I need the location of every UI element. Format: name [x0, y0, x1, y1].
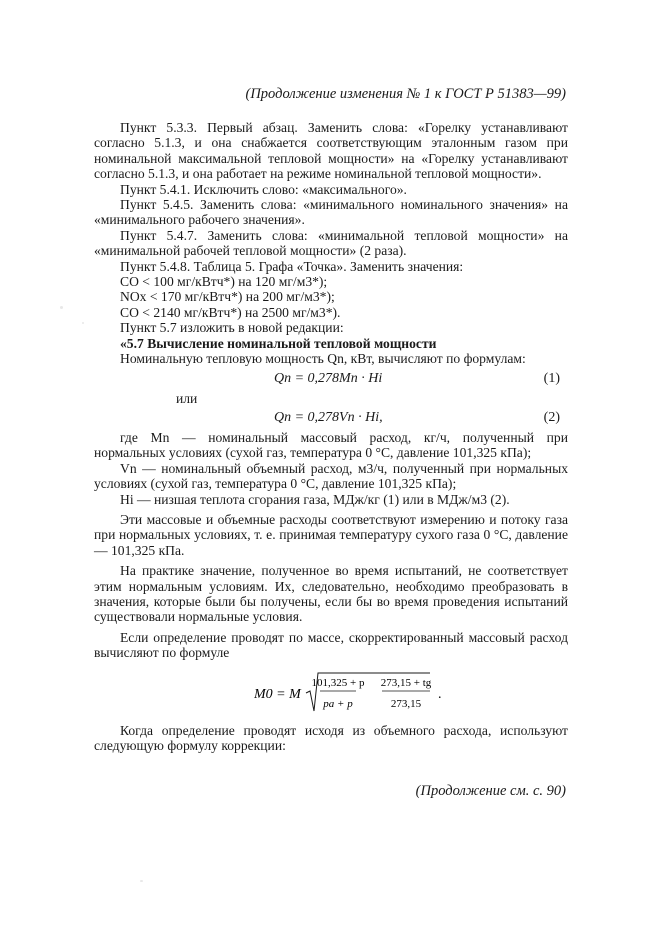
- value-nox-170: NOx < 170 мг/кВтч*) на 200 мг/м3*);: [120, 289, 335, 305]
- scan-speck: [60, 306, 63, 309]
- paragraph-practice: На практике значение, полученное во время испытаний, не соответствует этим нормальным условиям. Их, следовательно, необходимо преобразовать в значения, которые были бы получены, если бы во время проведения испытаний существовали нормальные условия.: [94, 563, 568, 625]
- paragraph-5-4-1: Пункт 5.4.1. Исключить слово: «максимального».: [120, 181, 407, 197]
- paragraph-5-4-7: Пункт 5.4.7. Заменить слова: «минимальной тепловой мощности» на «минимальной рабочей тепловой мощности» (2 раза).: [94, 227, 568, 259]
- formula-1-row: [94, 371, 568, 391]
- value-co-100: CO < 100 мг/кВтч*) на 120 мг/м3*);: [120, 274, 328, 290]
- formula-3-num2: 273,15 + tg: [380, 676, 432, 689]
- formula-2-number: (2): [543, 409, 560, 425]
- scan-speck: [140, 880, 143, 882]
- formula-3-den2: 273,15: [390, 697, 422, 710]
- paragraph-formulas-intro: Номинальную тепловую мощность Qn, кВт, вычисляют по формулам:: [120, 351, 526, 367]
- formula-3-den1: pa + p: [323, 697, 353, 710]
- formula-2-row: [94, 410, 568, 430]
- definition-hi: Hi — низшая теплота сгорания газа, МДж/кг (1) или в МДж/м3 (2).: [120, 491, 510, 507]
- definition-vn: Vn — номинальный объемный расход, м3/ч, полученный при нормальных условиях (сухой газ, температура 0 °C, давление 101,325 кПа);: [94, 460, 568, 492]
- section-title-5-7: «5.7 Вычисление номинальной тепловой мощности: [120, 335, 437, 351]
- paragraph-normal-conditions: Эти массовые и объемные расходы соответствуют измерению и потоку газа при нормальных условиях, т. е. принимая температуру сухого газа 0 °C, давление — 101,325 кПа.: [94, 511, 568, 558]
- paragraph-5-4-8: Пункт 5.4.8. Таблица 5. Графа «Точка». Заменить значения:: [120, 258, 464, 274]
- scan-speck: [82, 322, 84, 324]
- value-co-2140: CO < 2140 мг/кВтч*) на 2500 мг/м3*).: [120, 304, 341, 320]
- body-text: [94, 120, 568, 753]
- page-header: (Продолжение изменения № 1 к ГОСТ Р 51383—99): [245, 86, 566, 102]
- formula-3-end: .: [438, 686, 442, 702]
- page-footer: (Продолжение см. с. 90): [415, 783, 566, 799]
- paragraph-volume-correction: Когда определение проводят исходя из объемного расхода, используют следующую формулу коррекции:: [94, 722, 568, 753]
- paragraph-5-3-3: Пункт 5.3.3. Первый абзац. Заменить слова: «Горелку устанавливают согласно 5.1.3, и она снабжается соответствующим эталонным газом при номинальной максимальной тепловой мощности» на «Горелку устанавливают согласно 5.1.3, и она работает на режиме номинальной тепловой мощности».: [94, 120, 568, 182]
- or-word: или: [176, 390, 198, 406]
- formula-3-graphic: [254, 671, 514, 715]
- formula-1-number: (1): [543, 370, 560, 386]
- formula-3: [94, 671, 568, 715]
- formula-3-num1: 101,325 + p: [311, 676, 365, 689]
- formula-1: Qn = 0,278Mn · Hi: [274, 370, 383, 386]
- formula-3-lhs: M0 = M: [254, 686, 301, 702]
- definition-mn: где Mn — номинальный массовый расход, кг/ч, полученный при нормальных условиях (сухой газ, температура 0 °C, давление 101,325 кПа);: [94, 429, 568, 461]
- formula-2: Qn = 0,278Vn · Hi,: [274, 409, 383, 425]
- paragraph-5-7: Пункт 5.7 изложить в новой редакции:: [120, 320, 344, 336]
- paragraph-mass-correction: Если определение проводят по массе, скорректированный массовый расход вычисляют по формуле: [94, 629, 568, 661]
- paragraph-5-4-5: Пункт 5.4.5. Заменить слова: «минимального номинального значения» на «минимального рабочего значения».: [94, 197, 568, 228]
